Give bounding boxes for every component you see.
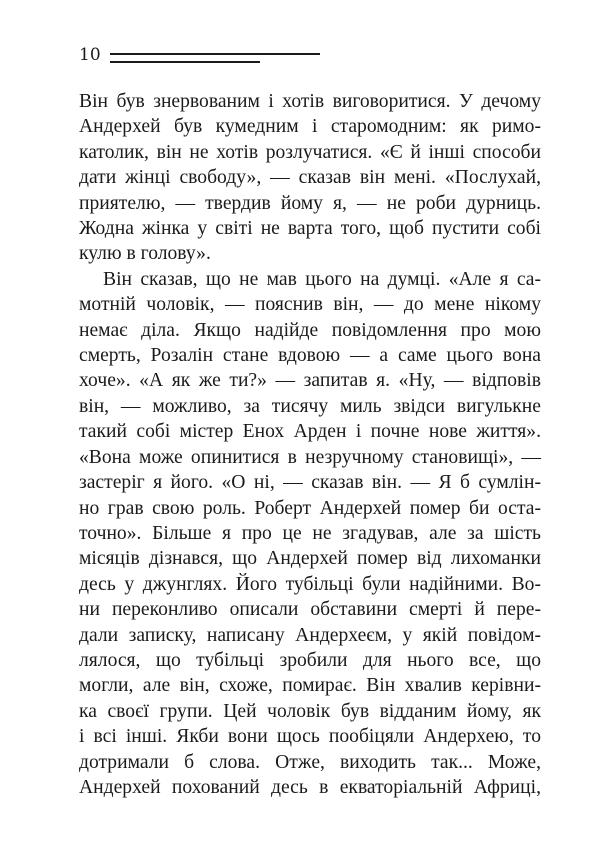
text-line: Він був знервованим і хотів виговоритися. У дечому — [79, 91, 541, 112]
text-line: Андерхей похований десь в екваторіальній Африці, — [79, 776, 541, 798]
text-line: Він сказав, що не мав цього на думці. «Але я са- — [103, 268, 541, 290]
text-line: точно». Більше я про це не згадував, але за шість — [79, 522, 541, 544]
page-number: 10 — [79, 45, 101, 65]
text-line: дати жінці свободу», — сказав він мені. «Послухай, — [79, 167, 541, 189]
text-line: такий собі містер Енох Арден і почне нове життя». — [79, 421, 541, 443]
header-rule-top — [110, 53, 320, 55]
text-line: католик, він не хотів розлучатися. «Є й інші способи — [79, 141, 541, 163]
text-line: дотримали б слова. Отже, виходить так... Може, — [79, 751, 541, 773]
text-line: ка своєї групи. Цей чоловік був відданим йому, як — [79, 700, 541, 722]
text-line: ни переконливо описали обставини смерті й пере- — [79, 599, 541, 621]
text-line: місяців дізнався, що Андерхей помер від лихоманки — [79, 548, 541, 570]
text-line: «Вона може опинитися в незручному становищі», — — [79, 446, 541, 468]
text-line: він, — можливо, за тисячу миль звідси вигулькне — [79, 395, 541, 417]
text-line: могли, але він, схоже, помирає. Він хвалив керівни- — [79, 675, 541, 697]
text-line: хоче». «А як же ти?» — запитав я. «Ну, — відповів — [79, 370, 541, 392]
text-line: немає діла. Якщо надійде повідомлення про мою — [79, 319, 541, 341]
body-text — [79, 89, 541, 800]
text-line: лялося, що тубільцi зробили для нього все, що — [79, 649, 541, 671]
text-line: Жодна жінка у світі не варта того, щоб пустити собі — [79, 218, 541, 240]
text-line: смерть, Розалін стане вдовою — а саме цього вона — [79, 345, 541, 367]
text-line: приятелю, — твердив йому я, — не роби дурниць. — [79, 192, 541, 214]
text-line: десь у джунглях. Його тубільці були надійними. Во- — [79, 573, 541, 595]
text-line: дали записку, написану Андерхеєм, у якій повідом- — [79, 624, 541, 646]
header-rule-bottom — [110, 61, 260, 63]
text-line: Андерхей був кумедним і старомодним: як римо- — [79, 116, 541, 138]
text-line: но грав свою роль. Роберт Андерхей помер би оста- — [79, 497, 541, 519]
text-line: мотній чоловік, — пояснив він, — до мене нікому — [79, 294, 541, 316]
text-line: кулю в голову». — [79, 243, 211, 265]
text-line: і всі інші. Якби вони щось пообіцяли Андерхею, то — [79, 726, 541, 748]
text-line: застеріг я його. «О ні, — сказав він. — Я б сумлін- — [79, 472, 541, 494]
